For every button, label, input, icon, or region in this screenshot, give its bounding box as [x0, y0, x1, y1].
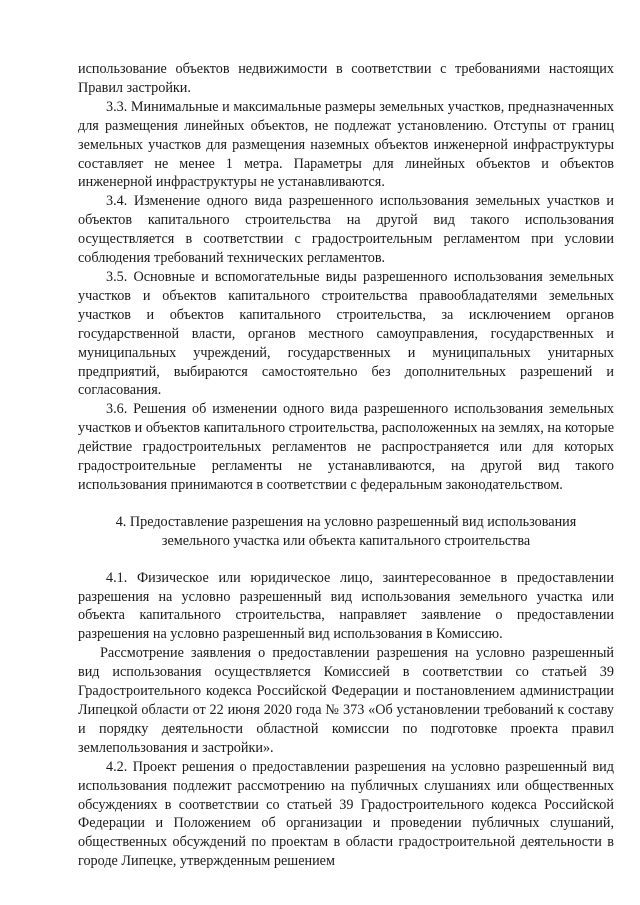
- paragraph-3-3: 3.3. Минимальные и максимальные размеры земельных участков, предназначенных для размещения линейных объектов, не подлежат установлению. Отступы от границ земельных участков для размещения наземных объектов инженерной инфраструктуры составляет не менее 1 метра. Параметры для линейных объектов и объектов инженерной инфраструктуры не устанавливаются.: [78, 98, 614, 191]
- paragraph-continuation: использование объектов недвижимости в соответствии с требованиями настоящих Правил застройки.: [78, 61, 614, 96]
- paragraph-3-5: 3.5. Основные и вспомогательные виды разрешенного использования земельных участков и объектов капитального строительства правообладателями земельных участков и объектов капитального строительства, за исключением органов государственной власти, органов местного самоуправления, государственных и муниципальных учреждений, государственных и муниципальных унитарных предприятий, выбираются самостоятельно без дополнительных разрешений и согласования.: [78, 268, 614, 399]
- paragraph-3-4: 3.4. Изменение одного вида разрешенного использования земельных участков и объектов капитального строительства на другой вид такого использования осуществляется в соответствии с градостроительным регламентом при условии соблюдения требований технических регламентов.: [78, 193, 614, 267]
- paragraph-4-2: 4.2. Проект решения о предоставлении разрешения на условно разрешенный вид использования подлежит рассмотрению на публичных слушаниях или общественных обсуждениях в соответствии со статьей 39 Градостроительного кодекса Российской Федерации и Положением об организации и проведении публичных слушаний, общественных обсуждений по проектам в области градостроительной деятельности в городе Липецке, утвержденным решением: [78, 758, 614, 870]
- paragraph-4-1: 4.1. Физическое или юридическое лицо, заинтересованное в предоставлении разрешения на условно разрешенный вид использования земельного участка или объекта капитального строительства, направляет заявление о предоставлении разрешения на условно разрешенный вид использования в Комиссию.: [78, 569, 614, 643]
- document-page: [78, 60, 614, 871]
- section-heading: 4. Предоставление разрешения на условно разрешенный вид использования земельного участка или объекта капитального строительства: [115, 513, 577, 549]
- paragraph-4-1-consideration: Рассмотрение заявления о предоставлении разрешения на условно разрешенный вид использования осуществляется Комиссией в соответствии со статьей 39 Градостроительного кодекса Российской Федерации и постановлением администрации Липецкой области от 22 июня 2020 года № 373 «Об установлении требований к составу и порядку деятельности областной комиссии по подготовке проекта правил землепользования и застройки».: [78, 645, 614, 756]
- paragraph-3-6: 3.6. Решения об изменении одного вида разрешенного использования земельных участков и объектов капитального строительства, расположенных на землях, на которые действие градостроительных регламентов не распространяется или для которых градостроительные регламенты не устанавливаются, на другой вид такого использования принимаются в соответствии с федеральным законодательством.: [78, 401, 614, 493]
